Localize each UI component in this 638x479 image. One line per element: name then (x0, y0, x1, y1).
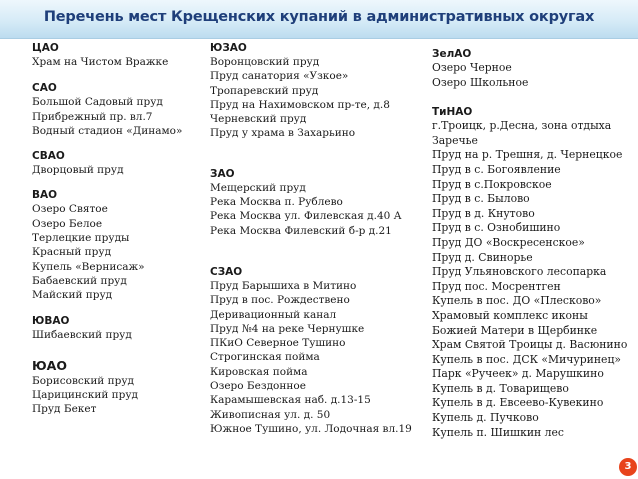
list-item: Дворцовый пруд (32, 164, 124, 177)
list-item: Озеро Черное (432, 61, 512, 74)
section-title: ЗелАО (432, 48, 472, 60)
list-item: Река Москва п. Рублево (210, 196, 343, 209)
section-title: ЮЗАО (210, 42, 247, 54)
section-title: СЗАО (210, 265, 243, 278)
list-item: Озеро Школьное (432, 75, 529, 89)
list-item: Большой Садовый пруд (32, 96, 163, 109)
list-item: Южное Тушино, ул. Лодочная вл.19 (210, 422, 412, 435)
section-zelao (432, 47, 632, 90)
list-item: Озеро Бездонное (210, 380, 306, 393)
list-item: Карамышевская наб. д.13-15 (210, 394, 371, 407)
title-bar (0, 0, 638, 39)
section-yuzao (210, 41, 425, 141)
list-item: Пруд №4 на реке Чернушке (210, 322, 365, 335)
list-item: ПКиО Северное Тушино (210, 337, 346, 350)
section-yuvao (32, 314, 202, 342)
list-item: Купель «Вернисаж» (32, 260, 145, 273)
list-item: Пруд в пос. Рождествено (210, 294, 350, 307)
list-item: Водный стадион «Динамо» (32, 124, 183, 137)
list-item: Пруд у храма в Захарьино (210, 127, 356, 140)
page-number-badge: 3 (619, 458, 637, 476)
section-sao (32, 81, 202, 138)
list-item: Божией Матери в Щербинке (432, 323, 598, 337)
list-item: Пруд д. Свинорье (432, 250, 533, 264)
list-item: Пруд на р. Трешня, д. Чернецкое (432, 148, 623, 162)
section-title: ВАО (32, 189, 58, 202)
list-item: Купель в д. Товарищево (432, 381, 569, 395)
list-item: г.Троицк, р.Десна, зона отдыха Заречье (432, 119, 612, 147)
list-item: Пруд на Нахимовском пр-те, д.8 (210, 98, 390, 111)
list-item: Терлецкие пруды (32, 232, 130, 245)
list-item: Кировская пойма (210, 365, 308, 378)
section-tinao (432, 105, 632, 440)
section-vao (32, 188, 202, 302)
list-item: Строгинская пойма (210, 351, 320, 364)
list-item: Купель в пос. ДСК «Мичуринец» (432, 352, 621, 366)
list-item: Красный пруд (32, 246, 112, 259)
column-2 (210, 41, 425, 436)
list-item: Пруд Ульяновского лесопарка (432, 265, 607, 279)
list-item: Черневский пруд (210, 113, 307, 126)
list-item: Майский пруд (32, 289, 113, 302)
list-item: Река Москва ул. Филевская д.40 А (210, 210, 402, 223)
list-item: Тропаревский пруд (210, 84, 319, 97)
list-item: Река Москва Филевский б-р д.21 (210, 224, 392, 237)
list-item: Храмовый комплекс иконы (432, 308, 588, 322)
list-item: Пруд Бекет (32, 403, 97, 416)
page-title: Перечень мест Крещенских купаний в административных округах (43, 9, 595, 25)
list-item: Пруд Барышиха в Митино (210, 279, 357, 292)
section-title: СВАО (32, 150, 65, 163)
section-title: ЗАО (210, 167, 235, 180)
section-title: ЦАО (32, 42, 59, 54)
list-item: Живописная ул. д. 50 (210, 408, 331, 421)
section-yuao (32, 358, 202, 417)
column-1 (32, 41, 202, 417)
list-item: Озеро Святое (32, 203, 108, 216)
list-item: Купель в д. Евсеево-Кувекино (432, 396, 604, 410)
list-item: Царицинский пруд (32, 389, 139, 402)
list-item: Борисовский пруд (32, 374, 135, 387)
list-item: Пруд пос. Мосрентген (432, 279, 561, 293)
list-item: Пруд в д. Кнутово (432, 206, 535, 220)
list-item: Озеро Белое (32, 217, 103, 230)
section-szao (210, 265, 425, 436)
section-title: САО (32, 82, 57, 95)
list-item: Храм Святой Троицы д. Васюнино (432, 338, 628, 352)
list-item: Пруд санатория «Узкое» (210, 70, 349, 83)
list-item: Парк «Ручеек» д. Марушкино (432, 367, 604, 381)
list-item: Храм на Чистом Вражке (32, 56, 169, 68)
section-title: ТиНАО (432, 106, 473, 119)
list-item: Пруд ДО «Воскресенское» (432, 235, 585, 249)
list-item: Пруд в с. Былово (432, 192, 530, 206)
list-item: Купель д. Пучково (432, 411, 539, 425)
list-item: Прибрежный пр. вл.7 (32, 110, 153, 123)
list-item: Шибаевский пруд (32, 328, 132, 341)
list-item: Пруд в с. Богоявление (432, 162, 561, 176)
section-title: ЮВАО (32, 314, 70, 327)
list-item: Купель п. Шишкин лес (432, 425, 564, 439)
section-title: ЮАО (32, 357, 67, 373)
section-zao (210, 167, 425, 238)
list-item: Купель в пос. ДО «Плесково» (432, 294, 602, 308)
list-item: Бабаевский пруд (32, 274, 127, 287)
section-cao (32, 41, 202, 69)
section-svao (32, 149, 202, 177)
list-item: Деривационный канал (210, 308, 337, 321)
column-3 (432, 47, 632, 440)
list-item: Пруд в с.Покровское (432, 177, 552, 191)
list-item: Пруд в с. Ознобишино (432, 221, 561, 235)
list-item: Мещерский пруд (210, 181, 306, 194)
list-item: Воронцовский пруд (210, 56, 320, 68)
